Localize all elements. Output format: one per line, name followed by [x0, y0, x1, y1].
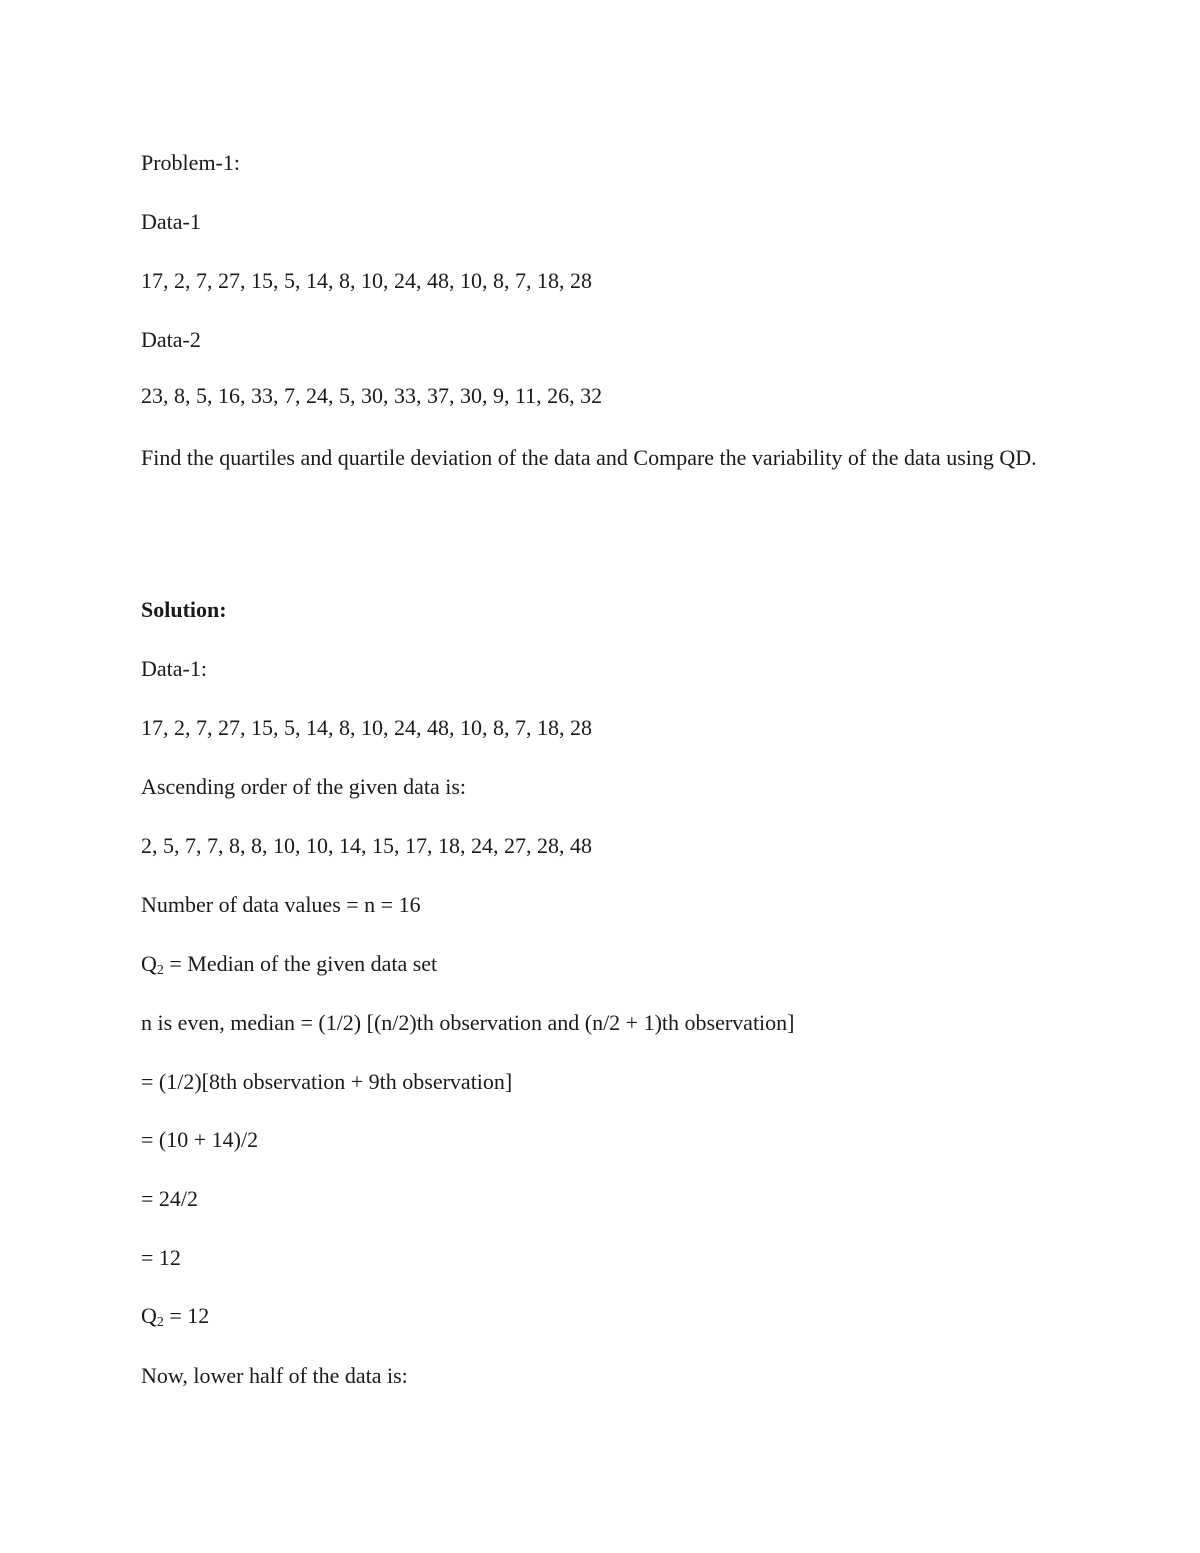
ascending-values: 2, 5, 7, 7, 8, 8, 10, 10, 14, 15, 17, 18, 24, 27, 28, 48 — [141, 833, 592, 858]
count-line: Number of data values = n = 16 — [141, 892, 421, 917]
q2-definition-line — [141, 949, 437, 979]
q2-symbol: Q — [141, 951, 157, 976]
q2-result-value: = 12 — [163, 1303, 210, 1328]
median-formula: n is even, median = (1/2) [(n/2)th observation and (n/2 + 1)th observation] — [141, 1010, 795, 1035]
q2-subscript: 2 — [156, 963, 164, 978]
data1-label: Data-1 — [141, 209, 201, 234]
q2-definition-text: = Median of the given data set — [163, 951, 438, 976]
q2-result-subscript: 2 — [156, 1315, 164, 1330]
data2-label: Data-2 — [141, 327, 201, 352]
data2-values: 23, 8, 5, 16, 33, 7, 24, 5, 30, 33, 37, 30, 9, 11, 26, 32 — [141, 383, 603, 408]
problem-heading: Problem-1: — [141, 150, 240, 175]
median-step-1: = (1/2)[8th observation + 9th observation] — [141, 1069, 513, 1094]
solution-data1-label: Data-1: — [141, 656, 207, 681]
solution-data1-values: 17, 2, 7, 27, 15, 5, 14, 8, 10, 24, 48, 10, 8, 7, 18, 28 — [141, 715, 592, 740]
solution-heading: Solution: — [141, 597, 227, 622]
lower-half-label: Now, lower half of the data is: — [141, 1363, 408, 1388]
problem-question: Find the quartiles and quartile deviation of the data and Compare the variability of the data using QD. — [141, 445, 1037, 470]
ascending-label: Ascending order of the given data is: — [141, 774, 467, 799]
median-step-2: = (10 + 14)/2 — [141, 1127, 259, 1152]
q2-result-line — [141, 1301, 209, 1331]
median-step-4: = 12 — [141, 1245, 181, 1270]
median-step-3: = 24/2 — [141, 1186, 199, 1211]
q2-result-symbol: Q — [141, 1303, 157, 1328]
data1-values: 17, 2, 7, 27, 15, 5, 14, 8, 10, 24, 48, 10, 8, 7, 18, 28 — [141, 268, 592, 293]
